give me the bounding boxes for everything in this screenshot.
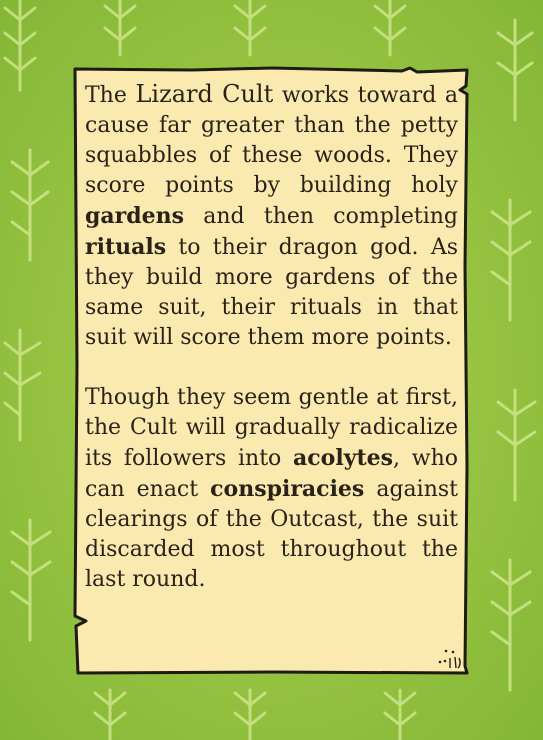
intro-word: The	[85, 83, 127, 108]
paragraph2-part3: against clearings of the Outcast, the suit discarded most throughout the last round.	[85, 477, 458, 592]
artist-signature-icon	[436, 648, 464, 670]
keyword-conspiracies: conspiracies	[210, 476, 365, 502]
paragraph1-part3: to their dragon god. As they build more gardens of the same suit, their rituals in that suit will score them more points.	[85, 235, 459, 350]
rules-parchment	[72, 66, 470, 676]
paragraph1-part1: works toward a cause far greater than the petty squabbles of these woods. They score points by building holy	[85, 83, 458, 198]
paragraph2-part2: , who can enact	[85, 446, 458, 502]
keyword-gardens: gardens	[85, 203, 184, 229]
paragraph1-part2: and then completing	[203, 204, 458, 229]
rules-text	[85, 79, 458, 595]
paragraph2-part1: Though they seem gentle at first, the Cult will gradually radicalize its followers into	[85, 385, 458, 471]
paragraph-acolytes	[85, 383, 458, 595]
faction-name: Lizard Cult	[135, 80, 274, 108]
paragraph-intro	[85, 79, 458, 353]
keyword-acolytes: acolytes	[293, 445, 394, 471]
keyword-rituals: rituals	[85, 234, 167, 260]
